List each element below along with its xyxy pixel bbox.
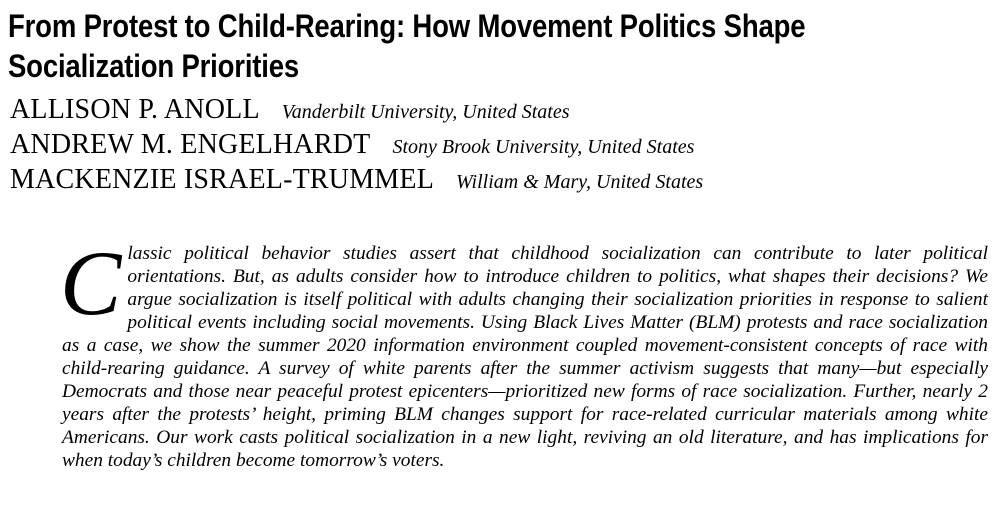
author-name: MACKENZIE ISRAEL-TRUMMEL	[10, 164, 434, 195]
abstract	[60, 232, 988, 472]
author-entry	[10, 127, 703, 162]
paper-title	[8, 6, 855, 86]
author-affiliation: Stony Brook University, United States	[392, 136, 695, 158]
paper-title-line-1: From Protest to Child-Rearing: How Movement Politics Shape	[8, 8, 806, 44]
author-entry	[10, 92, 703, 127]
abstract-dropcap: C	[60, 232, 122, 334]
author-name: ANDREW M. ENGELHARDT	[10, 129, 371, 160]
author-affiliation: William & Mary, United States	[456, 171, 704, 193]
author-list	[10, 92, 703, 197]
abstract-text: lassic political behavior studies assert that childhood socialization can contribute to later political orientations. But, as adults consider how to introduce children to politics, what shapes their decisions? We argue socialization is itself political with adults changing their socialization priorities in response to salient political events including social movements. Using Black Lives Matter (BLM) protests and race socialization as a case, we show the summer 2020 information environment coupled movement-consistent concepts of race with child-rearing guidance. A survey of white parents after the summer activism suggests that many—but especially Democrats and those near peaceful protest epicenters—prioritized new forms of race socialization. Further, nearly 2 years after the protests’ height, priming BLM changes support for race-related curricular materials among white Americans. Our work casts political socialization in a new light, reviving an old literature, and has implications for when today’s children become tomorrow’s voters.	[62, 243, 988, 471]
author-name: ALLISON P. ANOLL	[10, 94, 260, 125]
author-entry	[10, 162, 703, 197]
paper-title-line-2: Socialization Priorities	[8, 48, 300, 84]
author-affiliation: Vanderbilt University, United States	[281, 101, 570, 123]
